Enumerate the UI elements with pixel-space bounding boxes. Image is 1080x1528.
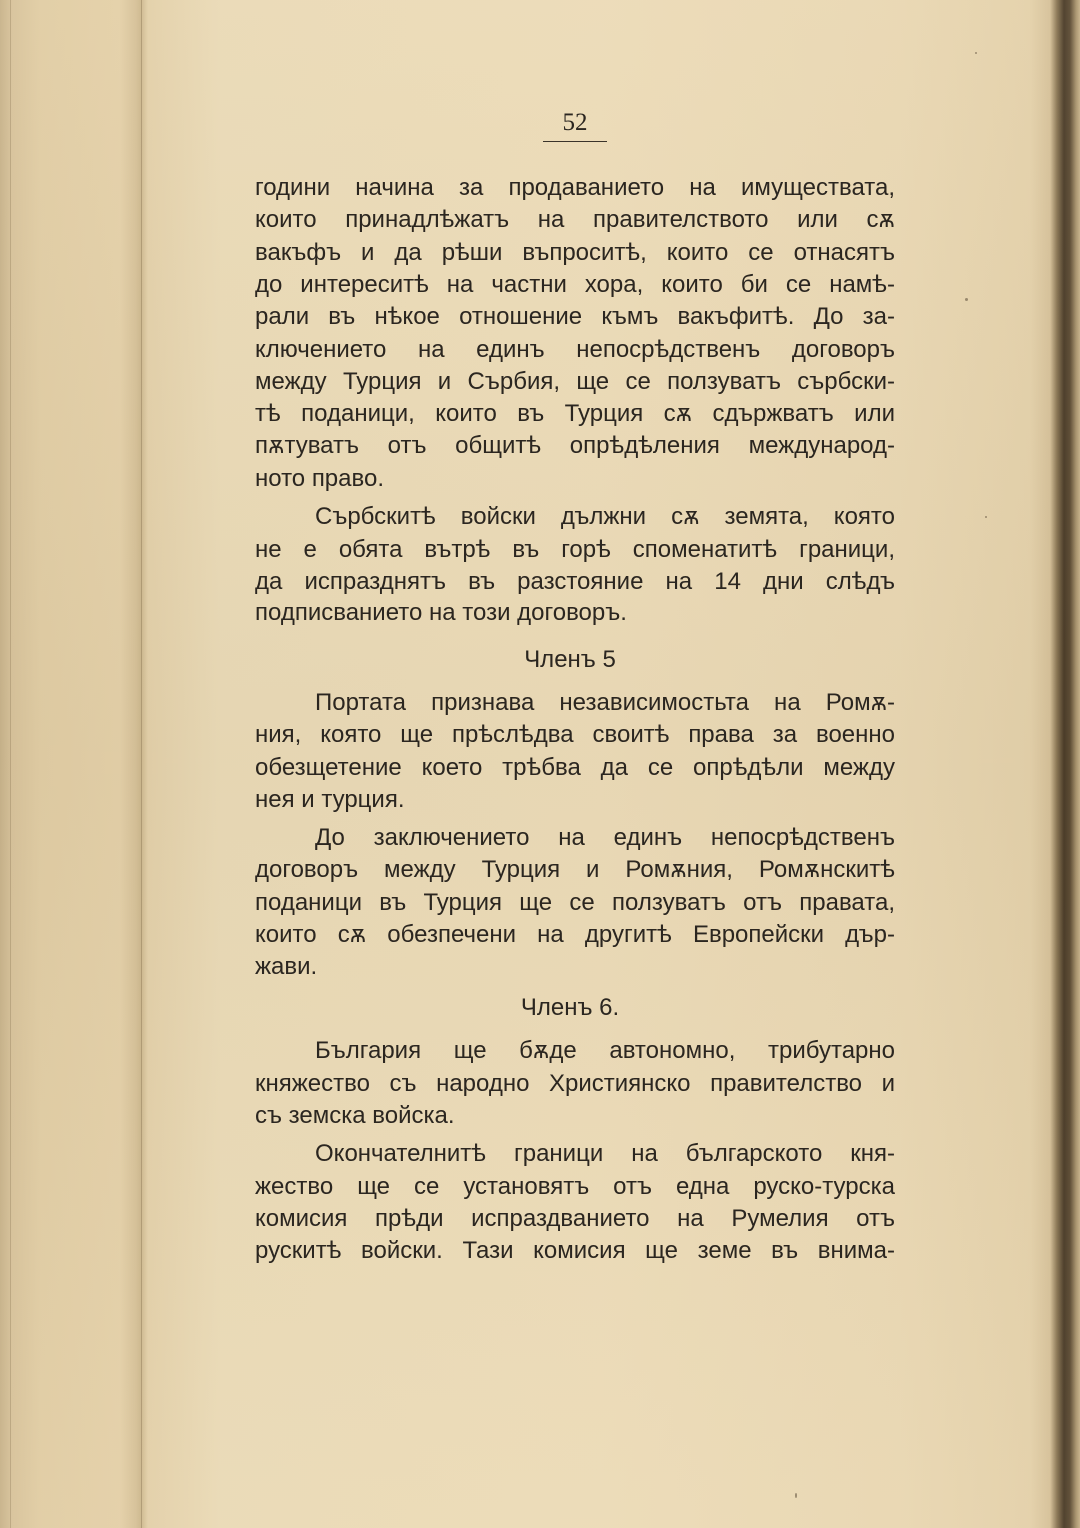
article-heading: Членъ 6. (520, 994, 620, 1021)
text-line: тѣ поданици, които въ Турция сѫ сдържватъ или (255, 400, 895, 427)
text-line: България ще бѫде автономно, трибутарно (315, 1037, 895, 1064)
page-edge-line (10, 0, 11, 1528)
paper-speck (965, 298, 968, 301)
text-line: години начина за продаванието на имуществата, (255, 174, 895, 201)
paper-speck (985, 516, 987, 518)
text-line: нея и турция. (255, 786, 405, 813)
text-line: да испразднятъ въ разстояние на 14 дни слѣдъ (255, 568, 895, 595)
text-line: Окончателнитѣ граници на българското кня- (315, 1140, 895, 1167)
text-line: жави. (255, 953, 318, 980)
text-line: които сѫ обезпечени на другитѣ Европейски дър- (255, 921, 895, 948)
text-line: поданици въ Турция ще се ползуватъ отъ правата, (255, 889, 895, 916)
text-line: рускитѣ войски. Тази комисия ще земе въ внима- (255, 1237, 895, 1264)
text-line: обезщетение което трѣбва да се опрѣдѣли между (255, 754, 895, 781)
paper-speck (975, 52, 977, 54)
text-line: пѫтуватъ отъ общитѣ опрѣдѣления международ- (255, 432, 895, 459)
text-line: жество ще се установятъ отъ една руско-турска (255, 1173, 895, 1200)
text-line: До заключението на единъ непосрѣдственъ (315, 824, 895, 851)
text-line: договоръ между Турция и Ромѫния, Ромѫнскитѣ (255, 856, 895, 883)
binding-fold-line (141, 0, 142, 1528)
text-line: до интереситѣ на частни хора, които би се намѣ- (255, 271, 895, 298)
page-number-underline (543, 141, 607, 142)
text-line: княжество съ народно Християнско правителство и (255, 1070, 895, 1097)
article-heading: Членъ 5 (524, 646, 616, 673)
text-line: подписванието на този договоръ. (255, 599, 627, 626)
text-line: между Турция и Сърбия, ще се ползуватъ сърбски- (255, 368, 895, 395)
text-line: Портата признава независимостьта на Ромѫ- (315, 689, 895, 716)
text-line: рали въ нѣкое отношение къмъ вакъфитѣ. До за- (255, 303, 895, 330)
text-line: ключението на единъ непосрѣдственъ договоръ (255, 336, 895, 363)
text-line: които принадлѣжатъ на правителството или сѫ (255, 206, 895, 233)
text-line: ното право. (255, 465, 384, 492)
text-line: ния, която ще прѣслѣдва своитѣ права за военно (255, 721, 895, 748)
text-line: комисия прѣди испраздванието на Румелия отъ (255, 1205, 895, 1232)
paper-speck (795, 1493, 797, 1498)
text-line: Сърбскитѣ войски дължни сѫ земята, която (315, 503, 895, 530)
text-line: съ земска войска. (255, 1102, 455, 1129)
text-line: не е обята вътрѣ въ горѣ споменатитѣ граници, (255, 536, 895, 563)
page-number: 52 (562, 109, 588, 136)
text-line: вакъфъ и да рѣши въпроситѣ, които се отнасятъ (255, 239, 895, 266)
